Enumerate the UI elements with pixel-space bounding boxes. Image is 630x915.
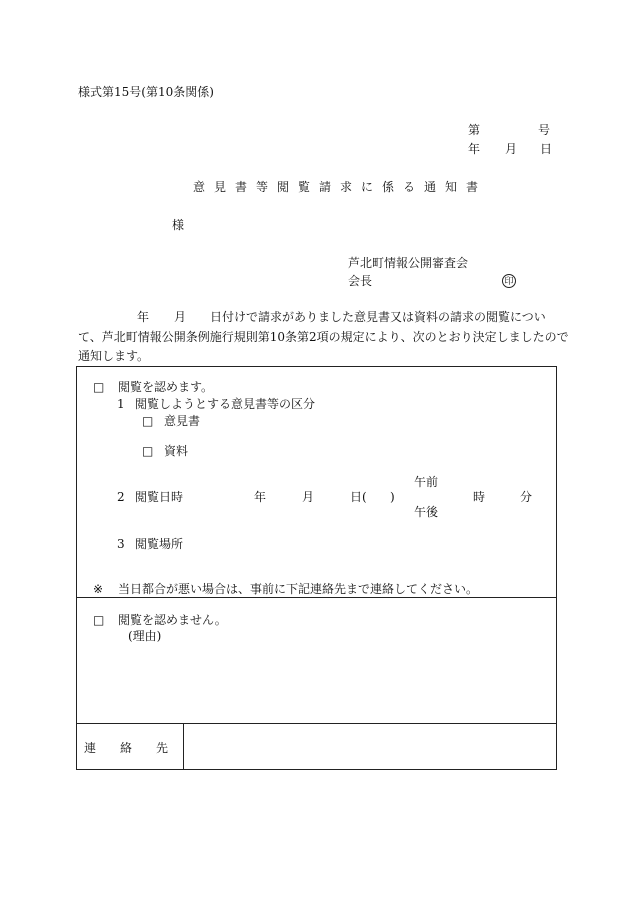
item1-label: 閲覧しようとする意見書等の区分 <box>135 397 316 411</box>
contact-divider <box>183 723 184 770</box>
note-text: 当日都合が悪い場合は、事前に下記連絡先まで連絡してください。 <box>118 582 479 596</box>
item2-minute: 分 <box>520 490 533 504</box>
date-year: 年 <box>468 142 481 156</box>
table-divider-2 <box>76 723 557 724</box>
item2-day: 日( <box>350 490 367 504</box>
addressee-suffix: 様 <box>172 218 185 232</box>
item2-label: 閲覧日時 <box>135 490 184 504</box>
item2-year: 年 <box>254 490 267 504</box>
intro-line3: 通知します。 <box>78 349 150 363</box>
form-number: 様式第15号(第10条関係) <box>78 85 214 99</box>
seal-icon: 印 <box>502 274 516 288</box>
sender-role: 会長 <box>348 274 373 288</box>
am-label: 午前 <box>414 475 439 489</box>
approve-label: 閲覧を認めます。 <box>118 380 214 394</box>
deny-checkbox[interactable]: □ <box>93 613 105 627</box>
item2-hour: 時 <box>473 490 486 504</box>
table-divider-1 <box>76 597 557 598</box>
intro-month: 月 <box>174 310 187 324</box>
doc-number-go: 号 <box>538 123 551 137</box>
intro-year: 年 <box>137 310 150 324</box>
item2-month: 月 <box>302 490 315 504</box>
item2-paren-close: ) <box>390 490 395 504</box>
contact-field[interactable] <box>192 742 547 756</box>
item3-number: 3 <box>117 537 125 551</box>
deny-reason-label: (理由) <box>128 629 162 643</box>
intro-line2: て、芦北町情報公開条例施行規則第10条第2項の規定により、次のとおり決定しましたので <box>78 330 569 344</box>
shiryo-label: 資料 <box>164 444 189 458</box>
deny-label: 閲覧を認めません。 <box>118 613 227 627</box>
doc-number-dai: 第 <box>468 123 481 137</box>
approve-checkbox[interactable]: □ <box>93 380 105 394</box>
shiryo-checkbox[interactable]: □ <box>142 444 154 458</box>
item3-label: 閲覧場所 <box>135 537 184 551</box>
contact-label: 連 絡 先 <box>84 741 169 755</box>
ikensho-label: 意見書 <box>164 414 201 428</box>
ikensho-checkbox[interactable]: □ <box>142 414 154 428</box>
note-mark: ※ <box>93 582 104 596</box>
intro-line1: 日付けで請求がありました意見書又は資料の請求の閲覧につい <box>210 310 546 324</box>
pm-label: 午後 <box>414 505 439 519</box>
date-month: 月 <box>505 142 518 156</box>
item2-number: 2 <box>117 490 125 504</box>
item1-number: 1 <box>117 397 125 411</box>
document-title: 意見書等閲覧請求に係る通知書 <box>193 180 488 194</box>
sender-org: 芦北町情報公開審査会 <box>348 256 469 270</box>
date-day: 日 <box>540 142 553 156</box>
